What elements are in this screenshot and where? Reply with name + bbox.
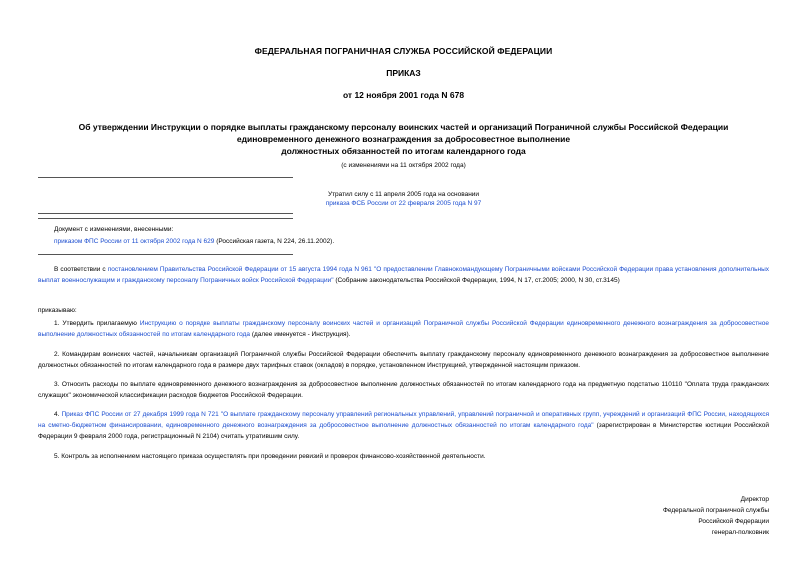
divider <box>38 177 293 178</box>
paragraph-3: 3. Относить расходы по выплате единовременного денежного вознаграждения за добросовестное выполнение должностных обязанностей по итогам календарного года на предметную подстатью 110110 "Оплата труда гражданских служащих" экономической классификации расходов бюджетов Российской Федерации. <box>38 381 769 399</box>
divider <box>38 218 293 219</box>
paragraph-1-text: 1. Утвердить прилагаемую <box>54 320 140 327</box>
order-word: приказываю: <box>38 307 77 314</box>
title-line-3: должностных обязанностей по итогам календарного года <box>281 146 526 156</box>
signature-agency: Федеральной пограничной службы <box>662 507 769 514</box>
title-line-2: единовременного денежного вознаграждения за добросовестное выполнение <box>236 134 571 144</box>
changes-link[interactable]: приказом ФПС России от 11 октября 2002 года N 629 <box>54 238 215 245</box>
divider <box>38 254 293 255</box>
document-date-number: от 12 ноября 2001 года N 678 <box>342 90 465 100</box>
changes-block <box>54 224 754 248</box>
document-title <box>0 121 807 157</box>
paragraph-4 <box>38 409 769 442</box>
paragraph-1-tail: (далее именуется - Инструкция). <box>250 331 351 338</box>
paragraph-5: 5. Контроль за исполнением настоящего приказа осуществлять при проведении ревизий и проверок финансово-хозяйственной деятельности. <box>54 453 486 460</box>
signature-block <box>663 494 769 538</box>
expired-note <box>0 190 807 208</box>
preamble-source: (Собрание законодательства Российской Федерации, 1994, N 17, ст.2005; 2000, N 30, ст.3145) <box>333 277 620 284</box>
amendment-note: (с изменениями на 11 октября 2002 года) <box>341 162 466 169</box>
changes-source: (Российская газета, N 224, 26.11.2002). <box>214 238 335 245</box>
signature-country: Российской Федерации <box>698 518 769 525</box>
preamble-text: В соответствии с <box>54 266 108 273</box>
paragraph-1 <box>38 318 769 340</box>
title-line-1: Об утверждении Инструкции о порядке выплаты гражданскому персоналу воинских частей и организаций Пограничной службы Российской Федерации <box>78 122 729 132</box>
signature-position: Директор <box>740 496 769 503</box>
document-type: ПРИКАЗ <box>386 68 421 78</box>
changes-heading: Документ с изменениями, внесенными: <box>54 226 174 233</box>
expired-text: Утратил силу с 11 апреля 2005 года на основании <box>327 191 480 198</box>
preamble-link[interactable]: постановлением Правительства Российской Федерации от 15 августа 1994 года N 961 "О предоставлении Главнокомандующему Пограничными войсками Российской Федерации права установления дополнительных выплат военнослужащим и гражданскому персоналу Пограничных войск Российской Федерации" <box>38 266 770 284</box>
agency-heading: ФЕДЕРАЛЬНАЯ ПОГРАНИЧНАЯ СЛУЖБА РОССИЙСКОЙ ФЕДЕРАЦИИ <box>254 46 553 56</box>
paragraph-4-tail: (зарегистрирован в Министерстве юстиции Российской Федерации 9 февраля 2000 года, регистрационный N 2104) считать утратившим силу. <box>38 422 769 440</box>
preamble-paragraph <box>38 264 769 286</box>
paragraph-4-number: 4. <box>54 411 62 418</box>
instruction-link[interactable]: Инструкцию о порядке выплаты гражданскому персоналу воинских частей и организаций Пограничной службы Российской Федерации единовременного денежного вознаграждения за добросовестное выполнение должностных обязанностей по итогам календарного года <box>38 320 769 338</box>
expired-link[interactable]: приказа ФСБ России от 22 февраля 2005 года N 97 <box>325 200 482 207</box>
repealed-order-link[interactable]: Приказ ФПС России от 27 декабря 1999 года N 721 "О выплате гражданскому персоналу управлений региональных управлений, управлений пограничной и оперативных групп, учреждений и организаций ФПС России, находящихся на сметно-бюджетном финансировании, единовременного денежного вознаграждения за добросовестное выполнение должностных обязанностей по итогам календарного года" <box>38 411 769 429</box>
divider <box>38 213 293 214</box>
signature-rank: генерал-полковник <box>711 529 769 536</box>
paragraph-2: 2. Командирам воинских частей, начальникам организаций Пограничной службы Российской Федерации обеспечить выплату гражданскому персоналу единовременного денежного вознаграждения за добросовестное выполнение должностных обязанностей по итогам календарного года в размере двух тарифных ставок (окладов) в порядке, установленном Инструкцией, утвержденной настоящим приказом. <box>38 351 769 369</box>
